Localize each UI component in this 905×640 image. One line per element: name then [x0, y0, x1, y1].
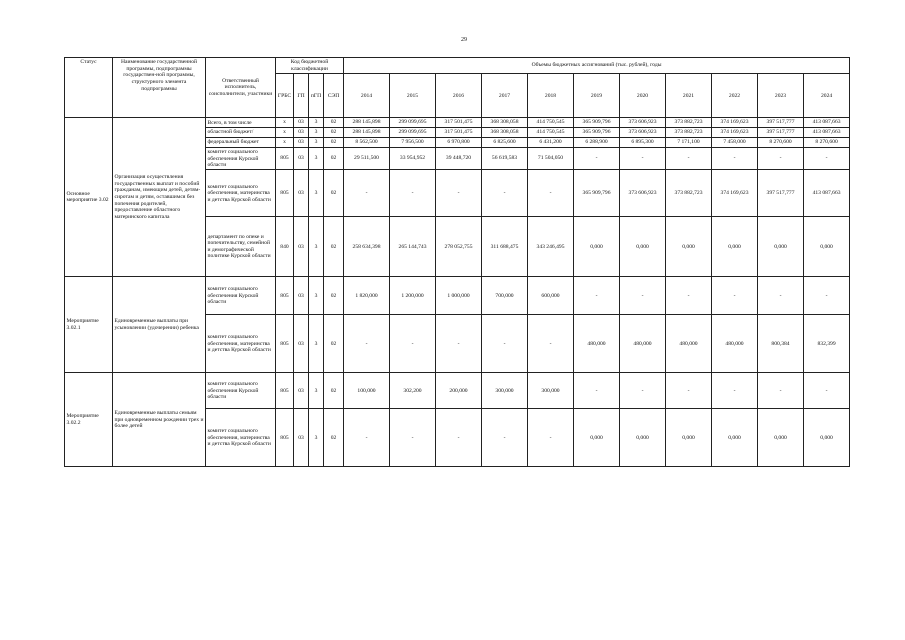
budget-value-cell: 1 200,000	[390, 277, 436, 315]
executor-cell: комитет социального обеспечения Курской области	[206, 277, 276, 315]
budget-value-cell: 0,000	[804, 217, 850, 277]
budget-value-cell: 373 882,723	[666, 170, 712, 217]
budget-value-cell: 8 270,600	[804, 138, 850, 148]
header-year: 2020	[620, 74, 666, 118]
code-grbs-cell: х	[276, 128, 294, 138]
budget-value-cell: 200,000	[436, 373, 482, 409]
budget-value-cell: 343 246,495	[528, 217, 574, 277]
code-sep-cell: 02	[324, 128, 344, 138]
budget-value-cell: -	[620, 277, 666, 315]
budget-value-cell: 374 169,623	[712, 118, 758, 128]
budget-value-cell: -	[666, 148, 712, 170]
budget-value-cell: 8 270,600	[758, 138, 804, 148]
executor-cell: Всего, в том числе	[206, 118, 276, 128]
code-pgp-cell: 3	[309, 148, 324, 170]
code-grbs-cell: 805	[276, 170, 294, 217]
budget-value-cell: 413 087,663	[804, 118, 850, 128]
budget-value-cell: -	[482, 315, 528, 373]
code-sep-cell: 02	[324, 373, 344, 409]
budget-value-cell: -	[574, 148, 620, 170]
budget-value-cell: -	[804, 373, 850, 409]
code-gp-cell: 03	[294, 170, 309, 217]
code-grbs-cell: 805	[276, 277, 294, 315]
budget-value-cell: -	[620, 148, 666, 170]
budget-value-cell: 0,000	[666, 217, 712, 277]
budget-value-cell: 368 308,058	[482, 128, 528, 138]
executor-cell: комитет социального обеспечения, материнства и детства Курской области	[206, 170, 276, 217]
budget-value-cell: 6 288,900	[574, 138, 620, 148]
header-code-gp: ГП	[294, 74, 309, 118]
budget-value-cell: 700,000	[482, 277, 528, 315]
executor-cell: областной бюджет/	[206, 128, 276, 138]
code-pgp-cell: 3	[309, 409, 324, 467]
code-grbs-cell: 805	[276, 409, 294, 467]
budget-value-cell: 265 144,743	[390, 217, 436, 277]
header-year: 2021	[666, 74, 712, 118]
header-year: 2014	[344, 74, 390, 118]
budget-value-cell: 413 087,663	[804, 170, 850, 217]
budget-value-cell: 397 517,777	[758, 170, 804, 217]
budget-value-cell: 71 504,050	[528, 148, 574, 170]
budget-value-cell: 300,000	[528, 373, 574, 409]
header-year: 2022	[712, 74, 758, 118]
budget-value-cell: 300,000	[482, 373, 528, 409]
header-name: Наименование государственной программы, подпрограммы государствен-ной программы, структурного элемента подпрограммы	[113, 58, 206, 118]
code-pgp-cell: 3	[309, 315, 324, 373]
budget-value-cell: 33 954,952	[390, 148, 436, 170]
code-gp-cell: 03	[294, 148, 309, 170]
budget-value-cell: 414 750,545	[528, 118, 574, 128]
budget-value-cell: -	[712, 277, 758, 315]
budget-value-cell: 278 052,755	[436, 217, 482, 277]
budget-value-cell: 56 619,583	[482, 148, 528, 170]
budget-value-cell: 6 895,300	[620, 138, 666, 148]
budget-value-cell: 299 099,695	[390, 128, 436, 138]
budget-value-cell: 800,384	[758, 315, 804, 373]
code-gp-cell: 03	[294, 315, 309, 373]
header-volumes-group: Объемы бюджетных ассигнований (тыс. рублей), годы	[344, 58, 850, 74]
code-sep-cell: 02	[324, 118, 344, 128]
header-code-pgp: пГП	[309, 74, 324, 118]
budget-value-cell: 373 606,923	[620, 118, 666, 128]
budget-value-cell: 0,000	[712, 409, 758, 467]
budget-value-cell: 317 501,475	[436, 118, 482, 128]
budget-value-cell: 8 562,500	[344, 138, 390, 148]
budget-value-cell: 480,000	[620, 315, 666, 373]
code-gp-cell: 03	[294, 128, 309, 138]
code-sep-cell: 02	[324, 170, 344, 217]
budget-value-cell: -	[528, 409, 574, 467]
budget-value-cell: 302,200	[390, 373, 436, 409]
measure-name-cell: Единовременные выплаты при усыновлении (удочерении) ребенка	[113, 277, 206, 373]
budget-value-cell: 0,000	[712, 217, 758, 277]
budget-value-cell: 7 171,100	[666, 138, 712, 148]
budget-value-cell: 0,000	[620, 217, 666, 277]
table-body	[65, 118, 850, 467]
budget-value-cell: -	[390, 315, 436, 373]
budget-value-cell: -	[804, 148, 850, 170]
header-year: 2019	[574, 74, 620, 118]
budget-value-cell: 368 308,058	[482, 118, 528, 128]
budget-value-cell: 397 517,777	[758, 128, 804, 138]
budget-value-cell: 39 448,720	[436, 148, 482, 170]
code-pgp-cell: 3	[309, 277, 324, 315]
budget-value-cell: -	[344, 170, 390, 217]
header-year: 2024	[804, 74, 850, 118]
status-cell: Мероприятие 3.02.1	[65, 277, 113, 373]
header-executor: Ответственный исполнитель, соисполнители, участники	[206, 58, 276, 118]
header-code-grbs: ГРБС	[276, 74, 294, 118]
code-gp-cell: 03	[294, 118, 309, 128]
status-cell: Основное мероприятие 3.02	[65, 118, 113, 277]
table-row	[65, 118, 850, 128]
code-sep-cell: 02	[324, 315, 344, 373]
header-status: Статус	[65, 58, 113, 118]
budget-value-cell: 373 606,923	[620, 128, 666, 138]
budget-value-cell: 258 634,398	[344, 217, 390, 277]
code-pgp-cell: 3	[309, 373, 324, 409]
code-gp-cell: 03	[294, 409, 309, 467]
budget-value-cell: 29 511,500	[344, 148, 390, 170]
code-sep-cell: 02	[324, 409, 344, 467]
code-grbs-cell: 805	[276, 148, 294, 170]
budget-value-cell: 413 087,663	[804, 128, 850, 138]
budget-value-cell: -	[482, 170, 528, 217]
budget-value-cell: 373 882,723	[666, 128, 712, 138]
code-gp-cell: 03	[294, 217, 309, 277]
budget-value-cell: 0,000	[758, 217, 804, 277]
budget-value-cell: -	[436, 409, 482, 467]
code-sep-cell: 02	[324, 277, 344, 315]
budget-value-cell: 365 909,796	[574, 118, 620, 128]
budget-value-cell: -	[344, 409, 390, 467]
budget-value-cell: 317 501,475	[436, 128, 482, 138]
page-number: 29	[461, 37, 467, 43]
budget-value-cell: 365 909,796	[574, 170, 620, 217]
executor-cell: комитет социального обеспечения, материнства и детства Курской области	[206, 409, 276, 467]
budget-value-cell: 311 688,475	[482, 217, 528, 277]
budget-value-cell: -	[666, 277, 712, 315]
budget-value-cell: 365 909,796	[574, 128, 620, 138]
header-year: 2016	[436, 74, 482, 118]
measure-name-cell: Единовременные выплаты семьям при одновременном рождении трех и более детей	[113, 373, 206, 467]
executor-cell: комитет социального обеспечения Курской области	[206, 373, 276, 409]
budget-value-cell: 288 145,898	[344, 118, 390, 128]
budget-value-cell: -	[574, 373, 620, 409]
budget-value-cell: 397 517,777	[758, 118, 804, 128]
header-year: 2018	[528, 74, 574, 118]
code-sep-cell: 02	[324, 217, 344, 277]
budget-value-cell: 373 882,723	[666, 118, 712, 128]
budget-value-cell: 374 169,623	[712, 128, 758, 138]
executor-cell: комитет социального обеспечения Курской области	[206, 148, 276, 170]
code-grbs-cell: 840	[276, 217, 294, 277]
budget-value-cell: 288 145,898	[344, 128, 390, 138]
budget-value-cell: 299 099,695	[390, 118, 436, 128]
budget-value-cell: 0,000	[758, 409, 804, 467]
header-year: 2017	[482, 74, 528, 118]
budget-value-cell: -	[574, 277, 620, 315]
budget-value-cell: -	[390, 170, 436, 217]
executor-cell: комитет социального обеспечения, материнства и детства Курской области	[206, 315, 276, 373]
budget-value-cell: 7 956,500	[390, 138, 436, 148]
code-grbs-cell: 805	[276, 373, 294, 409]
budget-value-cell: 0,000	[574, 217, 620, 277]
header-year: 2015	[390, 74, 436, 118]
budget-value-cell: -	[712, 148, 758, 170]
budget-value-cell: 832,399	[804, 315, 850, 373]
budget-value-cell: 1 820,000	[344, 277, 390, 315]
budget-value-cell: 0,000	[620, 409, 666, 467]
budget-value-cell: -	[528, 170, 574, 217]
header-year: 2023	[758, 74, 804, 118]
code-gp-cell: 03	[294, 138, 309, 148]
header-code-group: Код бюджетной классификации	[276, 58, 344, 74]
budget-value-cell: 100,000	[344, 373, 390, 409]
budget-value-cell: 414 750,545	[528, 128, 574, 138]
budget-value-cell: 480,000	[712, 315, 758, 373]
budget-value-cell: -	[804, 277, 850, 315]
budget-value-cell: -	[666, 373, 712, 409]
budget-value-cell: -	[758, 373, 804, 409]
budget-value-cell: 600,000	[528, 277, 574, 315]
code-gp-cell: 03	[294, 373, 309, 409]
code-grbs-cell: х	[276, 138, 294, 148]
executor-cell: федеральный бюджет	[206, 138, 276, 148]
budget-value-cell: 6 431,200	[528, 138, 574, 148]
budget-value-cell: 0,000	[804, 409, 850, 467]
executor-cell: департамент по опеке и попечительству, семейной и демографической политике Курской области	[206, 217, 276, 277]
code-gp-cell: 03	[294, 277, 309, 315]
budget-value-cell: 480,000	[666, 315, 712, 373]
budget-value-cell: 6 970,800	[436, 138, 482, 148]
budget-value-cell: -	[528, 315, 574, 373]
budget-value-cell: -	[436, 170, 482, 217]
code-grbs-cell: 805	[276, 315, 294, 373]
budget-value-cell: -	[758, 277, 804, 315]
code-sep-cell: 02	[324, 138, 344, 148]
code-pgp-cell: 3	[309, 128, 324, 138]
budget-value-cell: 0,000	[574, 409, 620, 467]
budget-value-cell: 6 825,600	[482, 138, 528, 148]
code-pgp-cell: 3	[309, 118, 324, 128]
budget-value-cell: 0,000	[666, 409, 712, 467]
status-cell: Мероприятие 3.02.2	[65, 373, 113, 467]
code-sep-cell: 02	[324, 148, 344, 170]
table-row	[65, 373, 850, 409]
budget-value-cell: -	[436, 315, 482, 373]
budget-value-cell: -	[758, 148, 804, 170]
budget-value-cell: 7 458,000	[712, 138, 758, 148]
budget-value-cell: 1 000,000	[436, 277, 482, 315]
budget-value-cell: -	[390, 409, 436, 467]
budget-value-cell: -	[344, 315, 390, 373]
header-code-sep: СЭП	[324, 74, 344, 118]
code-grbs-cell: х	[276, 118, 294, 128]
code-pgp-cell: 3	[309, 217, 324, 277]
table-row	[65, 277, 850, 315]
budget-value-cell: -	[620, 373, 666, 409]
budget-value-cell: -	[712, 373, 758, 409]
budget-table	[64, 57, 850, 467]
budget-value-cell: -	[482, 409, 528, 467]
code-pgp-cell: 3	[309, 138, 324, 148]
code-pgp-cell: 3	[309, 170, 324, 217]
measure-name-cell: Организация осуществления государственных выплат и пособий гражданам, имеющим детей, детям-сиротам и детям, оставшимся без попечения родителей, предоставление областного материнского капитала	[113, 118, 206, 277]
budget-value-cell: 374 169,623	[712, 170, 758, 217]
budget-value-cell: 373 606,923	[620, 170, 666, 217]
budget-value-cell: 480,000	[574, 315, 620, 373]
